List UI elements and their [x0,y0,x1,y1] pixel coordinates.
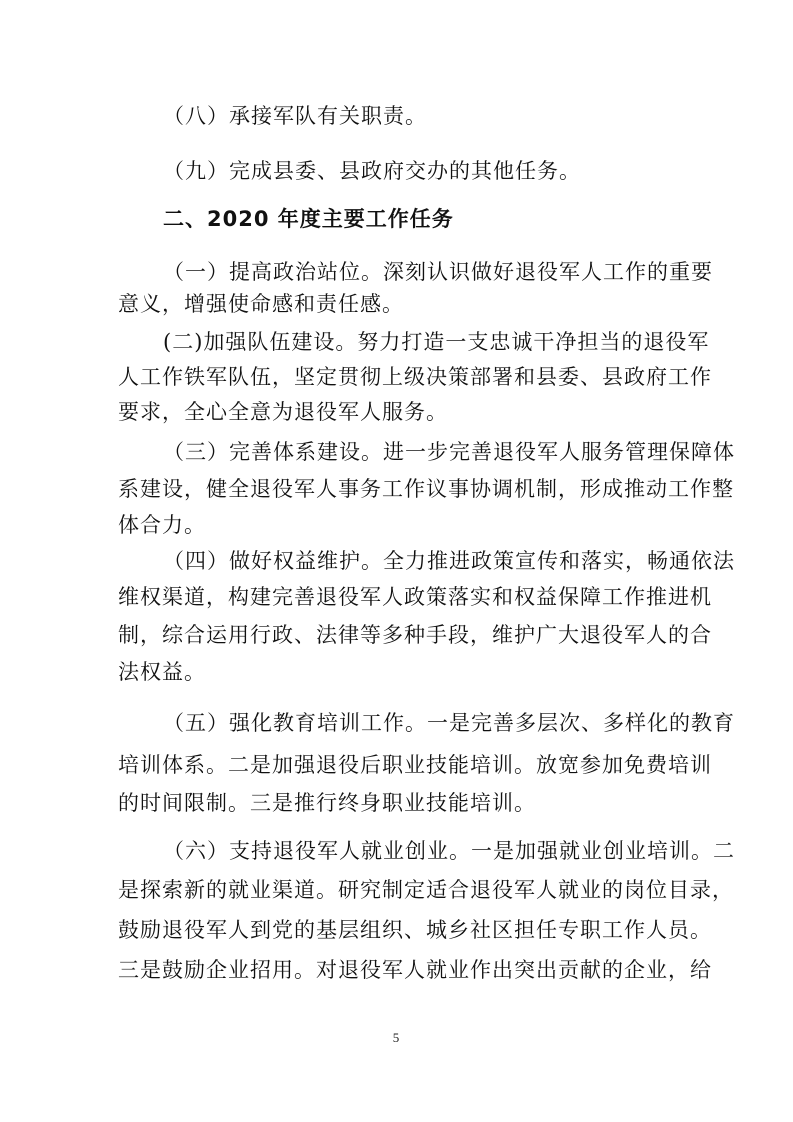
task-5-line-1: （五）强化教育培训工作。一是完善多层次、多样化的教育 [163,711,735,735]
task-1-line-2: 意义，增强使命感和责任感。 [118,292,404,316]
task-3-line-3: 体合力。 [118,513,206,537]
task-4-line-2: 维权渠道，构建完善退役军人政策落实和权益保障工作推进机 [118,585,712,609]
item-9-text: （九）完成县委、县政府交办的其他任务。 [163,159,581,183]
task-4-line-1: （四）做好权益维护。全力推进政策宣传和落实，畅通依法 [163,549,735,573]
item-8-text: （八）承接军队有关职责。 [163,104,427,128]
task-6-line-2: 是探索新的就业渠道。研究制定适合退役军人就业的岗位目录， [118,878,734,902]
task-2-line-1: (二)加强队伍建设。努力打造一支忠诚干净担当的退役军 [163,330,710,354]
section-heading: 二、2020 年度主要工作任务 [163,207,454,231]
task-3-line-1: （三）完善体系建设。进一步完善退役军人服务管理保障体 [163,440,735,464]
task-5-line-2: 培训体系。二是加强退役后职业技能培训。放宽参加免费培训 [118,753,712,777]
page-number: 5 [392,1030,400,1045]
task-4-line-4: 法权益。 [118,660,206,684]
task-6-line-3: 鼓励退役军人到党的基层组织、城乡社区担任专职工作人员。 [118,918,712,942]
task-6-line-1: （六）支持退役军人就业创业。一是加强就业创业培训。二 [163,839,735,863]
task-6-line-4: 三是鼓励企业招用。对退役军人就业作出突出贡献的企业，给 [118,958,712,982]
task-1-line-1: （一）提高政治站位。深刻认识做好退役军人工作的重要 [163,260,713,284]
task-2-line-3: 要求，全心全意为退役军人服务。 [118,400,448,424]
task-2-line-2: 人工作铁军队伍，坚定贯彻上级决策部署和县委、县政府工作 [118,365,712,389]
task-5-line-3: 的时间限制。三是推行终身职业技能培训。 [118,791,536,815]
task-4-line-3: 制，综合运用行政、法律等多种手段，维护广大退役军人的合 [118,623,712,647]
task-3-line-2: 系建设，健全退役军人事务工作议事协调机制，形成推动工作整 [118,477,734,501]
